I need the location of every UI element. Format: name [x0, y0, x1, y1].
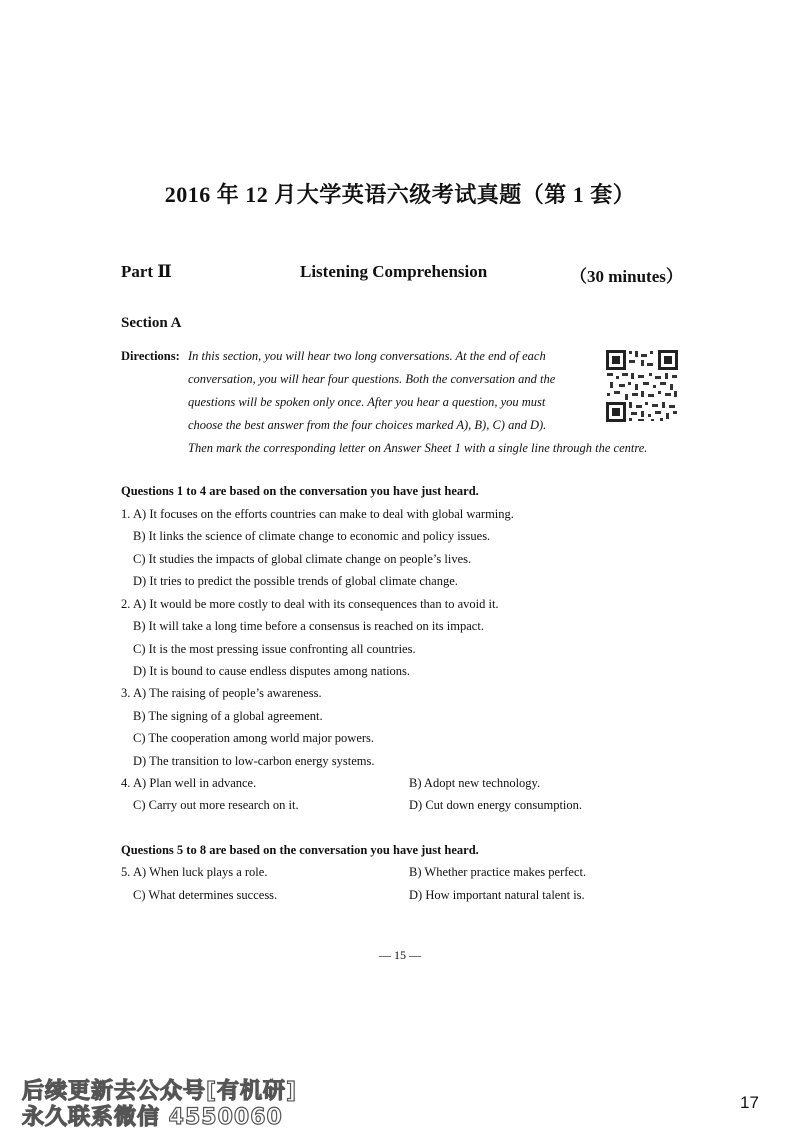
section-title: Section A: [121, 315, 182, 331]
q4-number: 4.: [121, 776, 131, 790]
q1-option-a: A) It focuses on the efforts countries can make to deal with global warming.: [133, 507, 514, 521]
group2-header: Questions 5 to 8 are based on the conversation you have just heard.: [121, 843, 479, 857]
exam-title: 2016 年 12 月大学英语六级考试真题（第 1 套）: [164, 182, 636, 207]
directions-line-3: questions will be spoken only once. After you hear a question, you must: [188, 395, 546, 409]
q5-option-c: C) What determines success.: [133, 888, 278, 902]
directions-line-2: conversation, you will hear four questions. Both the conversation and the: [188, 372, 556, 386]
q3-number: 3.: [121, 686, 131, 700]
group1-header: Questions 1 to 4 are based on the conversation you have just heard.: [121, 484, 479, 498]
q4-option-b: B) Adopt new technology.: [409, 776, 541, 790]
q1-option-b: B) It links the science of climate change to economic and policy issues.: [133, 529, 491, 543]
q2-option-b: B) It will take a long time before a consensus is reached on its impact.: [133, 619, 484, 633]
q3-option-d: D) The transition to low-carbon energy systems.: [133, 754, 375, 768]
q3-option-b: B) The signing of a global agreement.: [133, 709, 323, 723]
q3-option-c: C) The cooperation among world major powers.: [133, 731, 375, 745]
q3-option-a: A) The raising of people’s awareness.: [133, 686, 322, 700]
q2-number: 2.: [121, 597, 131, 611]
watermark-line-2: 永久联系微信 4550060: [22, 1105, 283, 1130]
q2-option-a: A) It would be more costly to deal with its consequences than to avoid it.: [133, 597, 499, 611]
directions-line-1: In this section, you will hear two long conversations. At the end of each: [188, 349, 546, 363]
part-label: Part Ⅱ: [121, 262, 172, 281]
q4-option-c: C) Carry out more research on it.: [133, 798, 299, 812]
q5-option-d: D) How important natural talent is.: [409, 888, 585, 902]
q2-option-d: D) It is bound to cause endless disputes among nations.: [133, 664, 411, 678]
corner-page-number: 17: [740, 1093, 759, 1112]
q2-option-c: C) It is the most pressing issue confronting all countries.: [133, 642, 416, 656]
q1-option-d: D) It tries to predict the possible trends of global climate change.: [133, 574, 458, 588]
q5-option-b: B) Whether practice makes perfect.: [409, 865, 587, 879]
page-number: — 15 —: [379, 948, 421, 962]
q5-number: 5.: [121, 865, 131, 879]
watermark-line-1: 后续更新去公众号[有机研]: [22, 1079, 298, 1104]
part-name: Listening Comprehension: [300, 262, 488, 281]
directions-line-5: Then mark the corresponding letter on Answer Sheet 1 with a single line through the centre.: [188, 441, 648, 455]
q4-option-d: D) Cut down energy consumption.: [409, 798, 583, 812]
q1-option-c: C) It studies the impacts of global climate change on people’s lives.: [133, 552, 472, 566]
q1-number: 1.: [121, 507, 131, 521]
directions-label: Directions:: [121, 349, 180, 363]
q4-option-a: A) Plan well in advance.: [133, 776, 257, 790]
qr-code-icon: [605, 349, 679, 423]
part-time: （30 minutes）: [570, 267, 683, 286]
q5-option-a: A) When luck plays a role.: [133, 865, 268, 879]
directions-line-4: choose the best answer from the four choices marked A), B), C) and D).: [188, 418, 547, 432]
